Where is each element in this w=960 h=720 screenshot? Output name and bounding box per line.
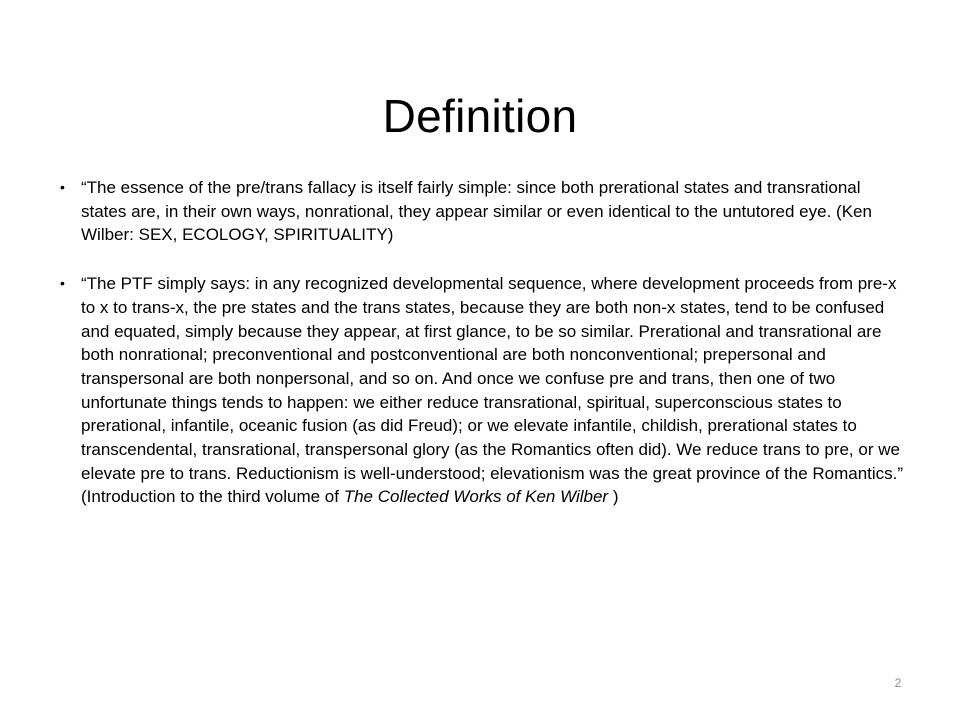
- book-title: The Collected Works of Ken Wilber: [343, 487, 609, 507]
- bullet-text: “The essence of the pre/trans fallacy is itself fairly simple: since both prerational states and transrational states are, in their own ways, nonrational, they appear similar or even identical to the untutored eye. (Ken Wilber: SEX, ECOLOGY, SPIRITUALITY): [81, 178, 872, 245]
- page-number: 2: [894, 676, 902, 690]
- bullet-icon: •: [60, 179, 65, 195]
- bullet-list: [60, 176, 905, 534]
- bullet-item-essence-quote: [60, 176, 905, 247]
- bullet-text-end: ): [608, 487, 619, 507]
- bullet-icon: •: [60, 275, 65, 292]
- bullet-item-ptf-quote: [60, 272, 905, 509]
- bullet-text: “The PTF simply says: in any recognized developmental sequence, where development proceeds from pre-x to x to trans-x, the pre states and the trans states, because they are both non-x states, tend to be confused and equated, simply because they appear, at first glance, to be so similar. Prerational and transrational are both nonrational; preconventional and postconventional are both nonconventional; prepersonal and transpersonal are both nonpersonal, and so on. And once we confuse pre and trans, then one of two unfortunate things tends to happen: we either reduce transrational, spiritual, superconscious states to prerational, infantile, oceanic fusion (as did Freud); or we elevate infantile, childish, prerational states to transcendental, transrational, transpersonal glory (as the Romantics often did). We reduce trans to pre, or we elevate pre to trans. Reductionism is well-understood; elevationism was the great province of the Romantics.” (Introduction to the third volume of: [81, 274, 904, 507]
- slide-title: Definition: [382, 89, 578, 142]
